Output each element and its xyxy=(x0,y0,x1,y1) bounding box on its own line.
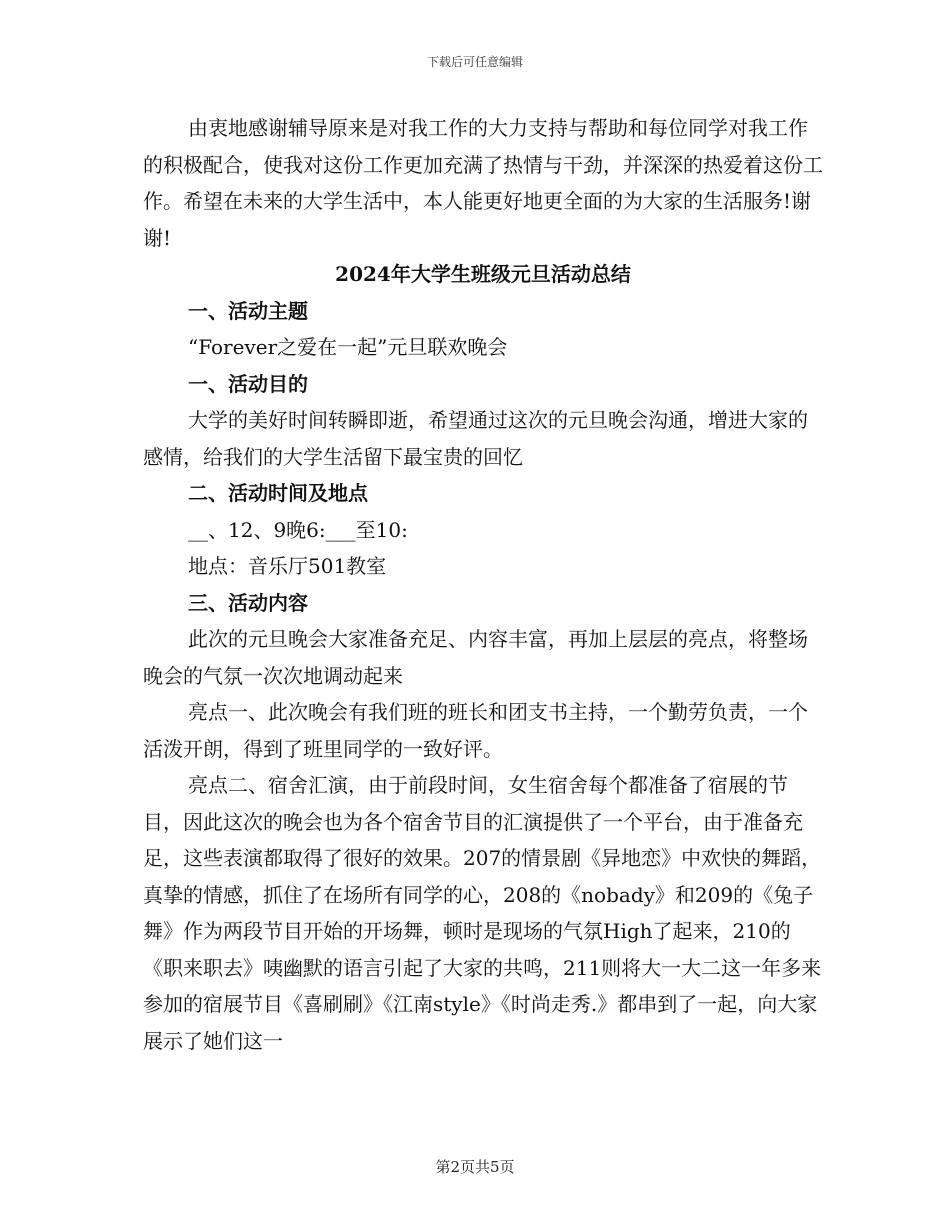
document-body xyxy=(143,110,823,1059)
time-place-heading: 二、活动时间及地点 xyxy=(188,481,368,505)
intro-paragraph: 由衷地感谢辅导原来是对我工作的大力支持与帮助和每位同学对我工作的积极配合，使我对这份工作更加充满了热情与干劲，并深深的热爱着这份工作。希望在未来的大学生活中，本人能更好地更全面的为大家的生活服务!谢谢! xyxy=(143,116,823,250)
purpose-text: 大学的美好时间转瞬即逝，希望通过这次的元旦晚会沟通，增进大家的感情，给我们的大学生活留下最宝贵的回忆 xyxy=(143,408,808,469)
content-heading: 三、活动内容 xyxy=(188,590,308,615)
content-text: 此次的元旦晚会大家准备充足、内容丰富，再加上层层的亮点，将整场晚会的气氛一次次地调动起来 xyxy=(143,627,808,688)
highlight-two: 亮点二、宿舍汇演，由于前段时间，女生宿舍每个都准备了宿展的节目，因此这次的晚会也为各个宿舍节目的汇演提供了一个平台，由于准备充足，这些表演都取得了很好的效果。207的情景剧《异地恋》中欢快的舞蹈，真挚的情感，抓住了在场所有同学的心，208的《nobady》和209的《兔子舞》作为两段节目开始的开场舞，顿时是现场的气氛High了起来，210的《职来职去》咦幽默的语言引起了大家的共鸣，211则将大一大二这一年多来参加的宿展节目《喜刷刷》《江南style》《时尚走秀.》都串到了一起，向大家展示了她们这一 xyxy=(143,773,822,1053)
highlight-one: 亮点一、此次晚会有我们班的班长和团支书主持，一个勤劳负责，一个活泼开朗，得到了班里同学的一致好评。 xyxy=(143,700,808,761)
purpose-heading: 一、活动目的 xyxy=(188,371,308,396)
theme-heading: 一、活动主题 xyxy=(188,298,308,323)
place-text: 地点：音乐厅501教室 xyxy=(188,554,387,578)
page-header: 下载后可任意编辑 xyxy=(426,55,523,69)
page-footer: 第2页共5页 xyxy=(435,1158,515,1176)
time-text: __、12、9晚6:___至10: xyxy=(188,517,408,542)
theme-text: “Forever之爱在一起”元旦联欢晚会 xyxy=(188,335,508,359)
document-title: 2024年大学生班级元旦活动总结 xyxy=(335,262,631,286)
